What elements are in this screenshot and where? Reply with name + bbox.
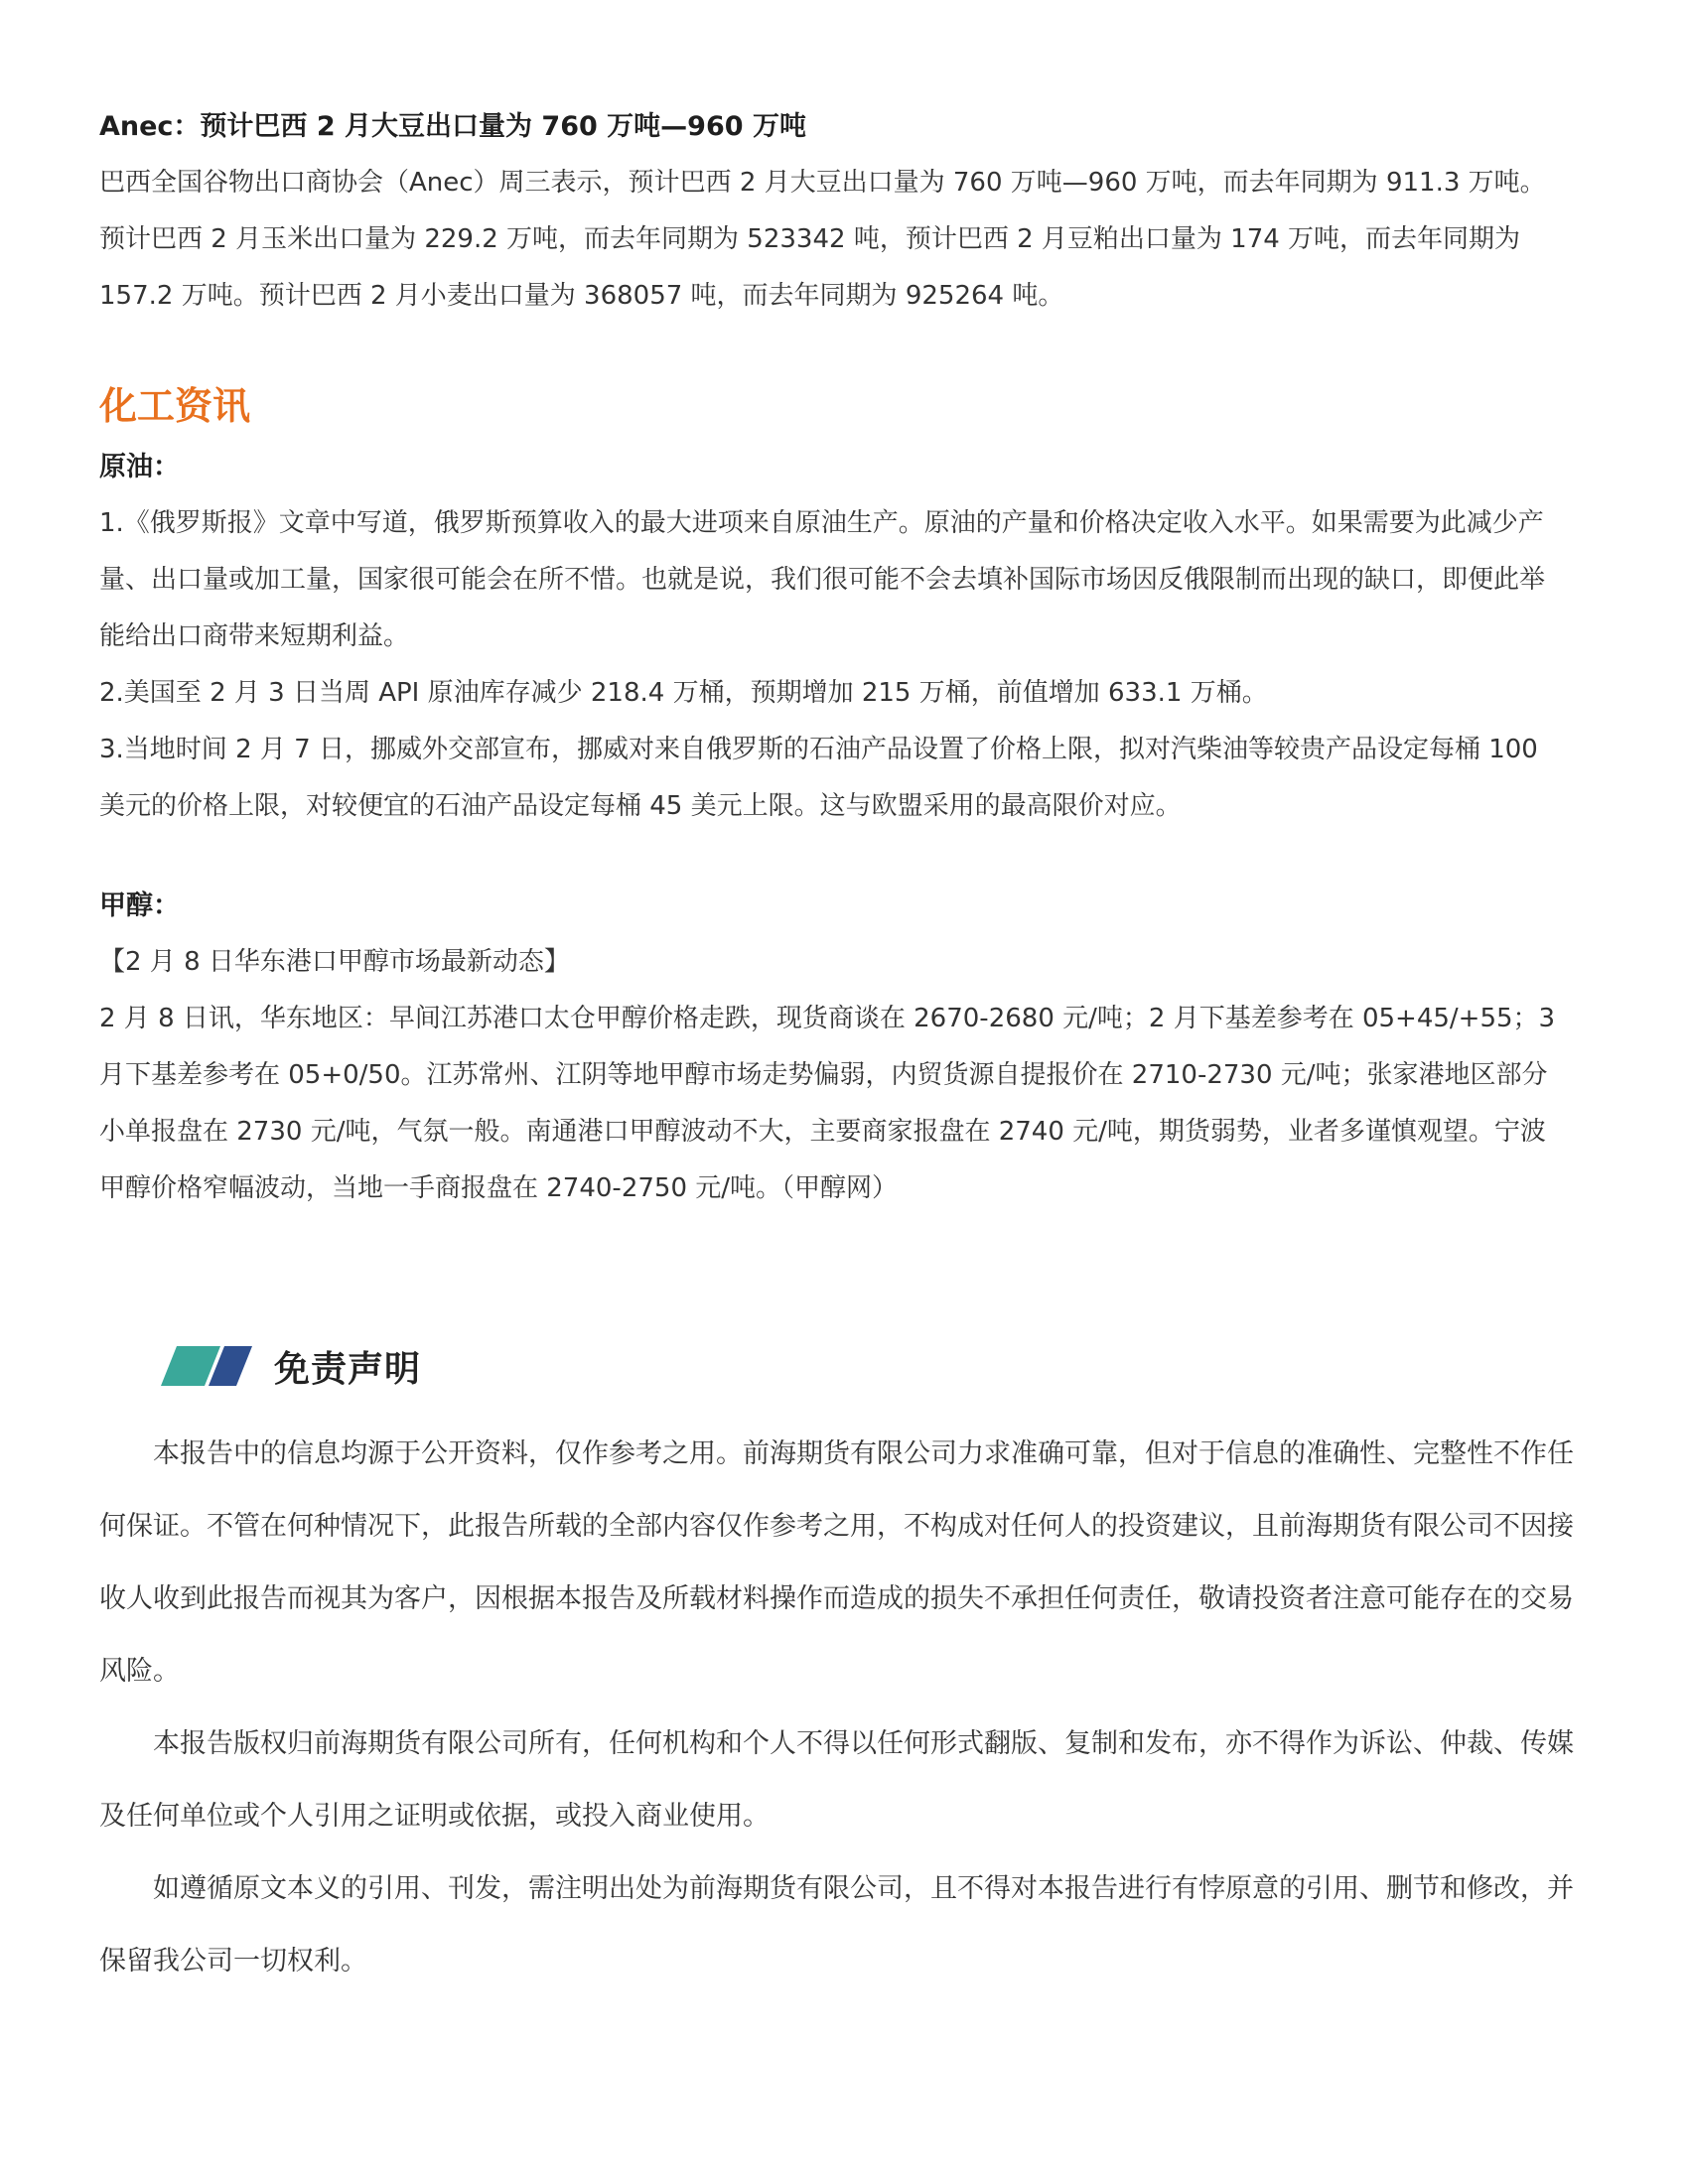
news-paragraph: 巴西全国谷物出口商协会（Anec）周三表示，预计巴西 2 月大豆出口量为 760 万吨—960 万吨，而去年同期为 911.3 万吨。预计巴西 2 月玉米出口量为 229.2 万吨，而去年同期为 523342 吨，预计巴西 2 月豆粕出口量为 174 万吨，而去年同期为 157.2 万吨。预计巴西 2 月小麦出口量为 368057 吨，而去年同期为 925264 吨。 <box>99 168 1546 311</box>
disclaimer-body <box>99 1418 1589 1997</box>
crude-oil-title: 原油： <box>99 452 180 482</box>
methanol-title: 甲醇： <box>99 890 180 921</box>
section-title-chemical: 化工资讯 <box>99 384 251 428</box>
parallelogram-bars-icon <box>161 1346 252 1386</box>
disclaimer-paragraph-2: 本报告版权归前海期货有限公司所有，任何机构和个人不得以任何形式翻版、复制和发布，亦不得作为诉讼、仲裁、传媒及任何单位或个人引用之证明或依据，或投入商业使用。 <box>99 1728 1574 1832</box>
crude-item-1: 1.《俄罗斯报》文章中写道，俄罗斯预算收入的最大进项来自原油生产。原油的产量和价格决定收入水平。如果需要为此减少产量、出口量或加工量，国家很可能会在所不惜。也就是说，我们很可能不会去填补国际市场因反俄限制而出现的缺口，即便此举能给出口商带来短期利益。 <box>99 508 1546 651</box>
disclaimer-section <box>99 1330 1589 1997</box>
methanol-headline: 【2 月 8 日华东港口甲醇市场最新动态】 <box>99 947 570 977</box>
disclaimer-header <box>161 1330 1589 1402</box>
disclaimer-title: 免责声明 <box>274 1348 422 1390</box>
spacer <box>99 835 1589 879</box>
report-page <box>99 99 1589 1217</box>
methanol-body: 2 月 8 日讯，华东地区：早间江苏港口太仓甲醇价格走跌，现货商谈在 2670-2680 元/吨；2 月下基差参考在 05+45/+55；3 月下基差参考在 05+0/50。江苏常州、江阴等地甲醇市场走势偏弱，内贸货源自提报价在 2710-2730 元/吨；张家港地区部分小单报盘在 2730 元/吨，气氛一般。南通港口甲醇波动不大，主要商家报盘在 2740 元/吨，期货弱势，业者多谨慎观望。宁波甲醇价格窄幅波动，当地一手商报盘在 2740-2750 元/吨。（甲醇网） <box>99 1004 1556 1203</box>
disclaimer-paragraph-3: 如遵循原文本义的引用、刊发，需注明出处为前海期货有限公司，且不得对本报告进行有悖原意的引用、删节和修改，并保留我公司一切权利。 <box>99 1873 1574 1977</box>
crude-item-3: 3.当地时间 2 月 7 日，挪威外交部宣布，挪威对来自俄罗斯的石油产品设置了价格上限，拟对汽柴油等较贵产品设定每桶 100 美元的价格上限，对较便宜的石油产品设定每桶 45 美元上限。这与欧盟采用的最高限价对应。 <box>99 735 1538 821</box>
news-title: Anec：预计巴西 2 月大豆出口量为 760 万吨—960 万吨 <box>99 111 806 142</box>
crude-item-2: 2.美国至 2 月 3 日当周 API 原油库存减少 218.4 万桶，预期增加 215 万桶，前值增加 633.1 万桶。 <box>99 678 1268 708</box>
disclaimer-paragraph-1: 本报告中的信息均源于公开资料，仅作参考之用。前海期货有限公司力求准确可靠，但对于信息的准确性、完整性不作任何保证。不管在何种情况下，此报告所载的全部内容仅作参考之用，不构成对任何人的投资建议，且前海期货有限公司不因接收人收到此报告而视其为客户，因根据本报告及所载材料操作而造成的损失不承担任何责任，敬请投资者注意可能存在的交易风险。 <box>99 1438 1574 1687</box>
